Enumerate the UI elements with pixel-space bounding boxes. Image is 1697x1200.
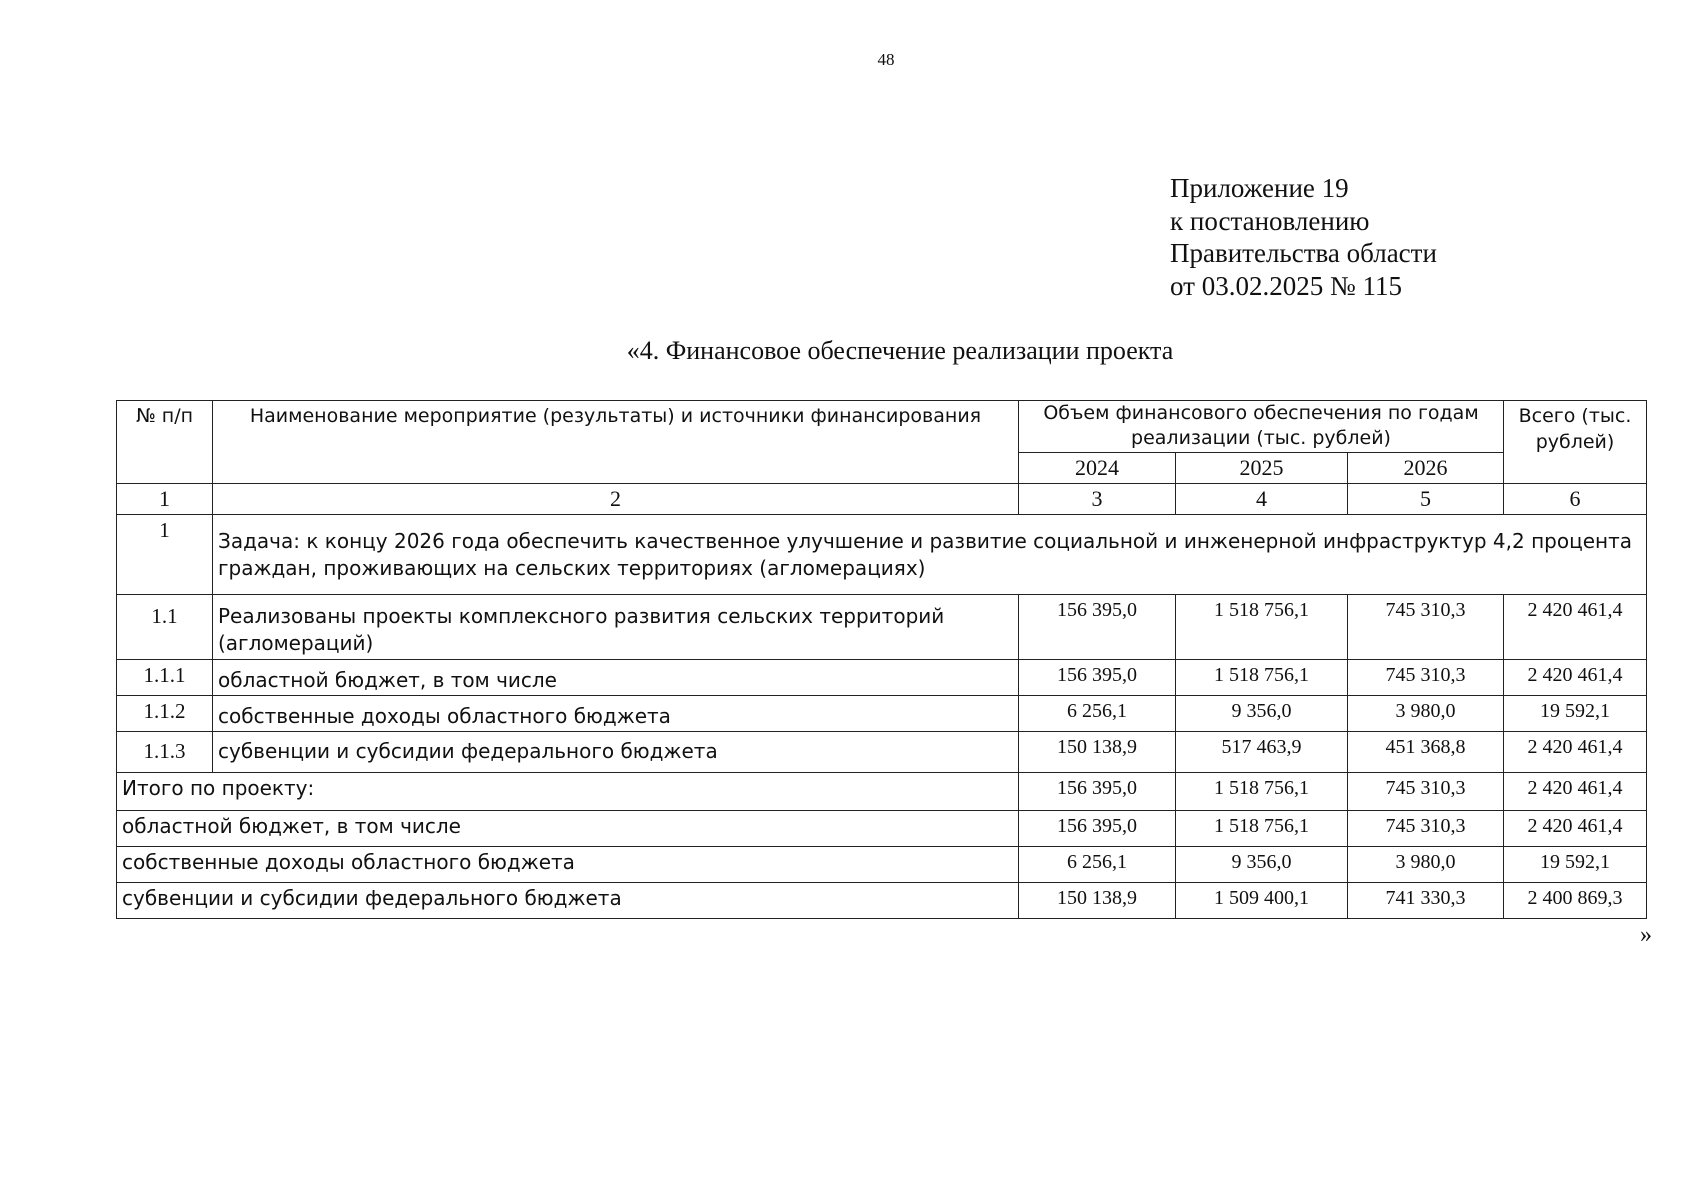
row-number: 1.1.2 (117, 696, 213, 732)
row-name: собственные доходы областного бюджета (213, 696, 1019, 732)
total-name: субвенции и субсидии федерального бюджета (117, 883, 1019, 919)
header-total: Всего (тыс. рублей) (1504, 401, 1647, 484)
page-number: 48 (877, 50, 895, 69)
value-2026: 741 330,3 (1348, 883, 1504, 919)
header-year: 2024 (1019, 453, 1176, 484)
value-2025: 1 509 400,1 (1176, 883, 1348, 919)
column-number: 6 (1504, 484, 1647, 515)
value-2026: 745 310,3 (1348, 660, 1504, 696)
total-name: Итого по проекту: (117, 773, 1019, 811)
column-number: 5 (1348, 484, 1504, 515)
header-row (117, 401, 1647, 453)
value-2024: 6 256,1 (1019, 696, 1176, 732)
value-total: 19 592,1 (1504, 696, 1647, 732)
header-name: Наименование мероприятие (результаты) и источники финансирования (213, 401, 1019, 484)
value-total: 2 420 461,4 (1504, 811, 1647, 847)
task-text: Задача: к концу 2026 года обеспечить качественное улучшение и развитие социальной и инженерной инфраструктур 4,2 процента граждан, проживающих на сельских территориях (агломерациях) (213, 515, 1647, 595)
value-2026: 3 980,0 (1348, 696, 1504, 732)
total-name: собственные доходы областного бюджета (117, 847, 1019, 883)
value-2025: 1 518 756,1 (1176, 773, 1348, 811)
value-2026: 745 310,3 (1348, 595, 1504, 660)
total-row (117, 883, 1647, 919)
appendix-line: от 03.02.2025 № 115 (1170, 270, 1402, 301)
row-number: 1.1.3 (117, 732, 213, 773)
value-2026: 745 310,3 (1348, 811, 1504, 847)
appendix-line: Правительства области (1170, 238, 1437, 268)
row-number: 1 (117, 515, 213, 595)
row-number: 1.1 (117, 595, 213, 660)
value-total: 19 592,1 (1504, 847, 1647, 883)
value-2025: 9 356,0 (1176, 847, 1348, 883)
column-number: 3 (1019, 484, 1176, 515)
value-2024: 156 395,0 (1019, 811, 1176, 847)
column-number: 1 (117, 484, 213, 515)
row-name: областной бюджет, в том числе (213, 660, 1019, 696)
value-2024: 6 256,1 (1019, 847, 1176, 883)
value-total: 2 400 869,3 (1504, 883, 1647, 919)
value-2025: 1 518 756,1 (1176, 811, 1348, 847)
value-2024: 156 395,0 (1019, 595, 1176, 660)
column-number-row (117, 484, 1647, 515)
total-row (117, 847, 1647, 883)
column-number: 4 (1176, 484, 1348, 515)
header-year: 2026 (1348, 453, 1504, 484)
table-row (117, 696, 1647, 732)
value-total: 2 420 461,4 (1504, 660, 1647, 696)
table-row (117, 595, 1647, 660)
column-number: 2 (213, 484, 1019, 515)
value-2026: 3 980,0 (1348, 847, 1504, 883)
value-total: 2 420 461,4 (1504, 732, 1647, 773)
section-title: «4. Финансовое обеспечение реализации проекта (626, 336, 1174, 365)
total-row (117, 811, 1647, 847)
value-2024: 156 395,0 (1019, 773, 1176, 811)
value-2025: 9 356,0 (1176, 696, 1348, 732)
value-total: 2 420 461,4 (1504, 595, 1647, 660)
appendix-header (1170, 172, 1437, 302)
value-2024: 150 138,9 (1019, 883, 1176, 919)
header-volume: Объем финансового обеспечения по годам реализации (тыс. рублей) (1019, 401, 1504, 453)
value-2026: 451 368,8 (1348, 732, 1504, 773)
appendix-line: к постановлению (1170, 205, 1370, 236)
table-row (117, 732, 1647, 773)
appendix-line: Приложение 19 (1170, 173, 1349, 203)
header-num: № п/п (117, 401, 213, 484)
value-2026: 745 310,3 (1348, 773, 1504, 811)
row-name: Реализованы проекты комплексного развития сельских территорий (агломераций) (213, 595, 1019, 660)
value-2025: 517 463,9 (1176, 732, 1348, 773)
value-2024: 150 138,9 (1019, 732, 1176, 773)
value-2025: 1 518 756,1 (1176, 660, 1348, 696)
financing-table (116, 400, 1647, 919)
value-2024: 156 395,0 (1019, 660, 1176, 696)
value-2025: 1 518 756,1 (1176, 595, 1348, 660)
table-row (117, 660, 1647, 696)
total-row (117, 773, 1647, 811)
task-row (117, 515, 1647, 595)
row-number: 1.1.1 (117, 660, 213, 696)
value-total: 2 420 461,4 (1504, 773, 1647, 811)
total-name: областной бюджет, в том числе (117, 811, 1019, 847)
header-year: 2025 (1176, 453, 1348, 484)
closing-quote: » (1640, 922, 1652, 948)
row-name: субвенции и субсидии федерального бюджета (213, 732, 1019, 773)
